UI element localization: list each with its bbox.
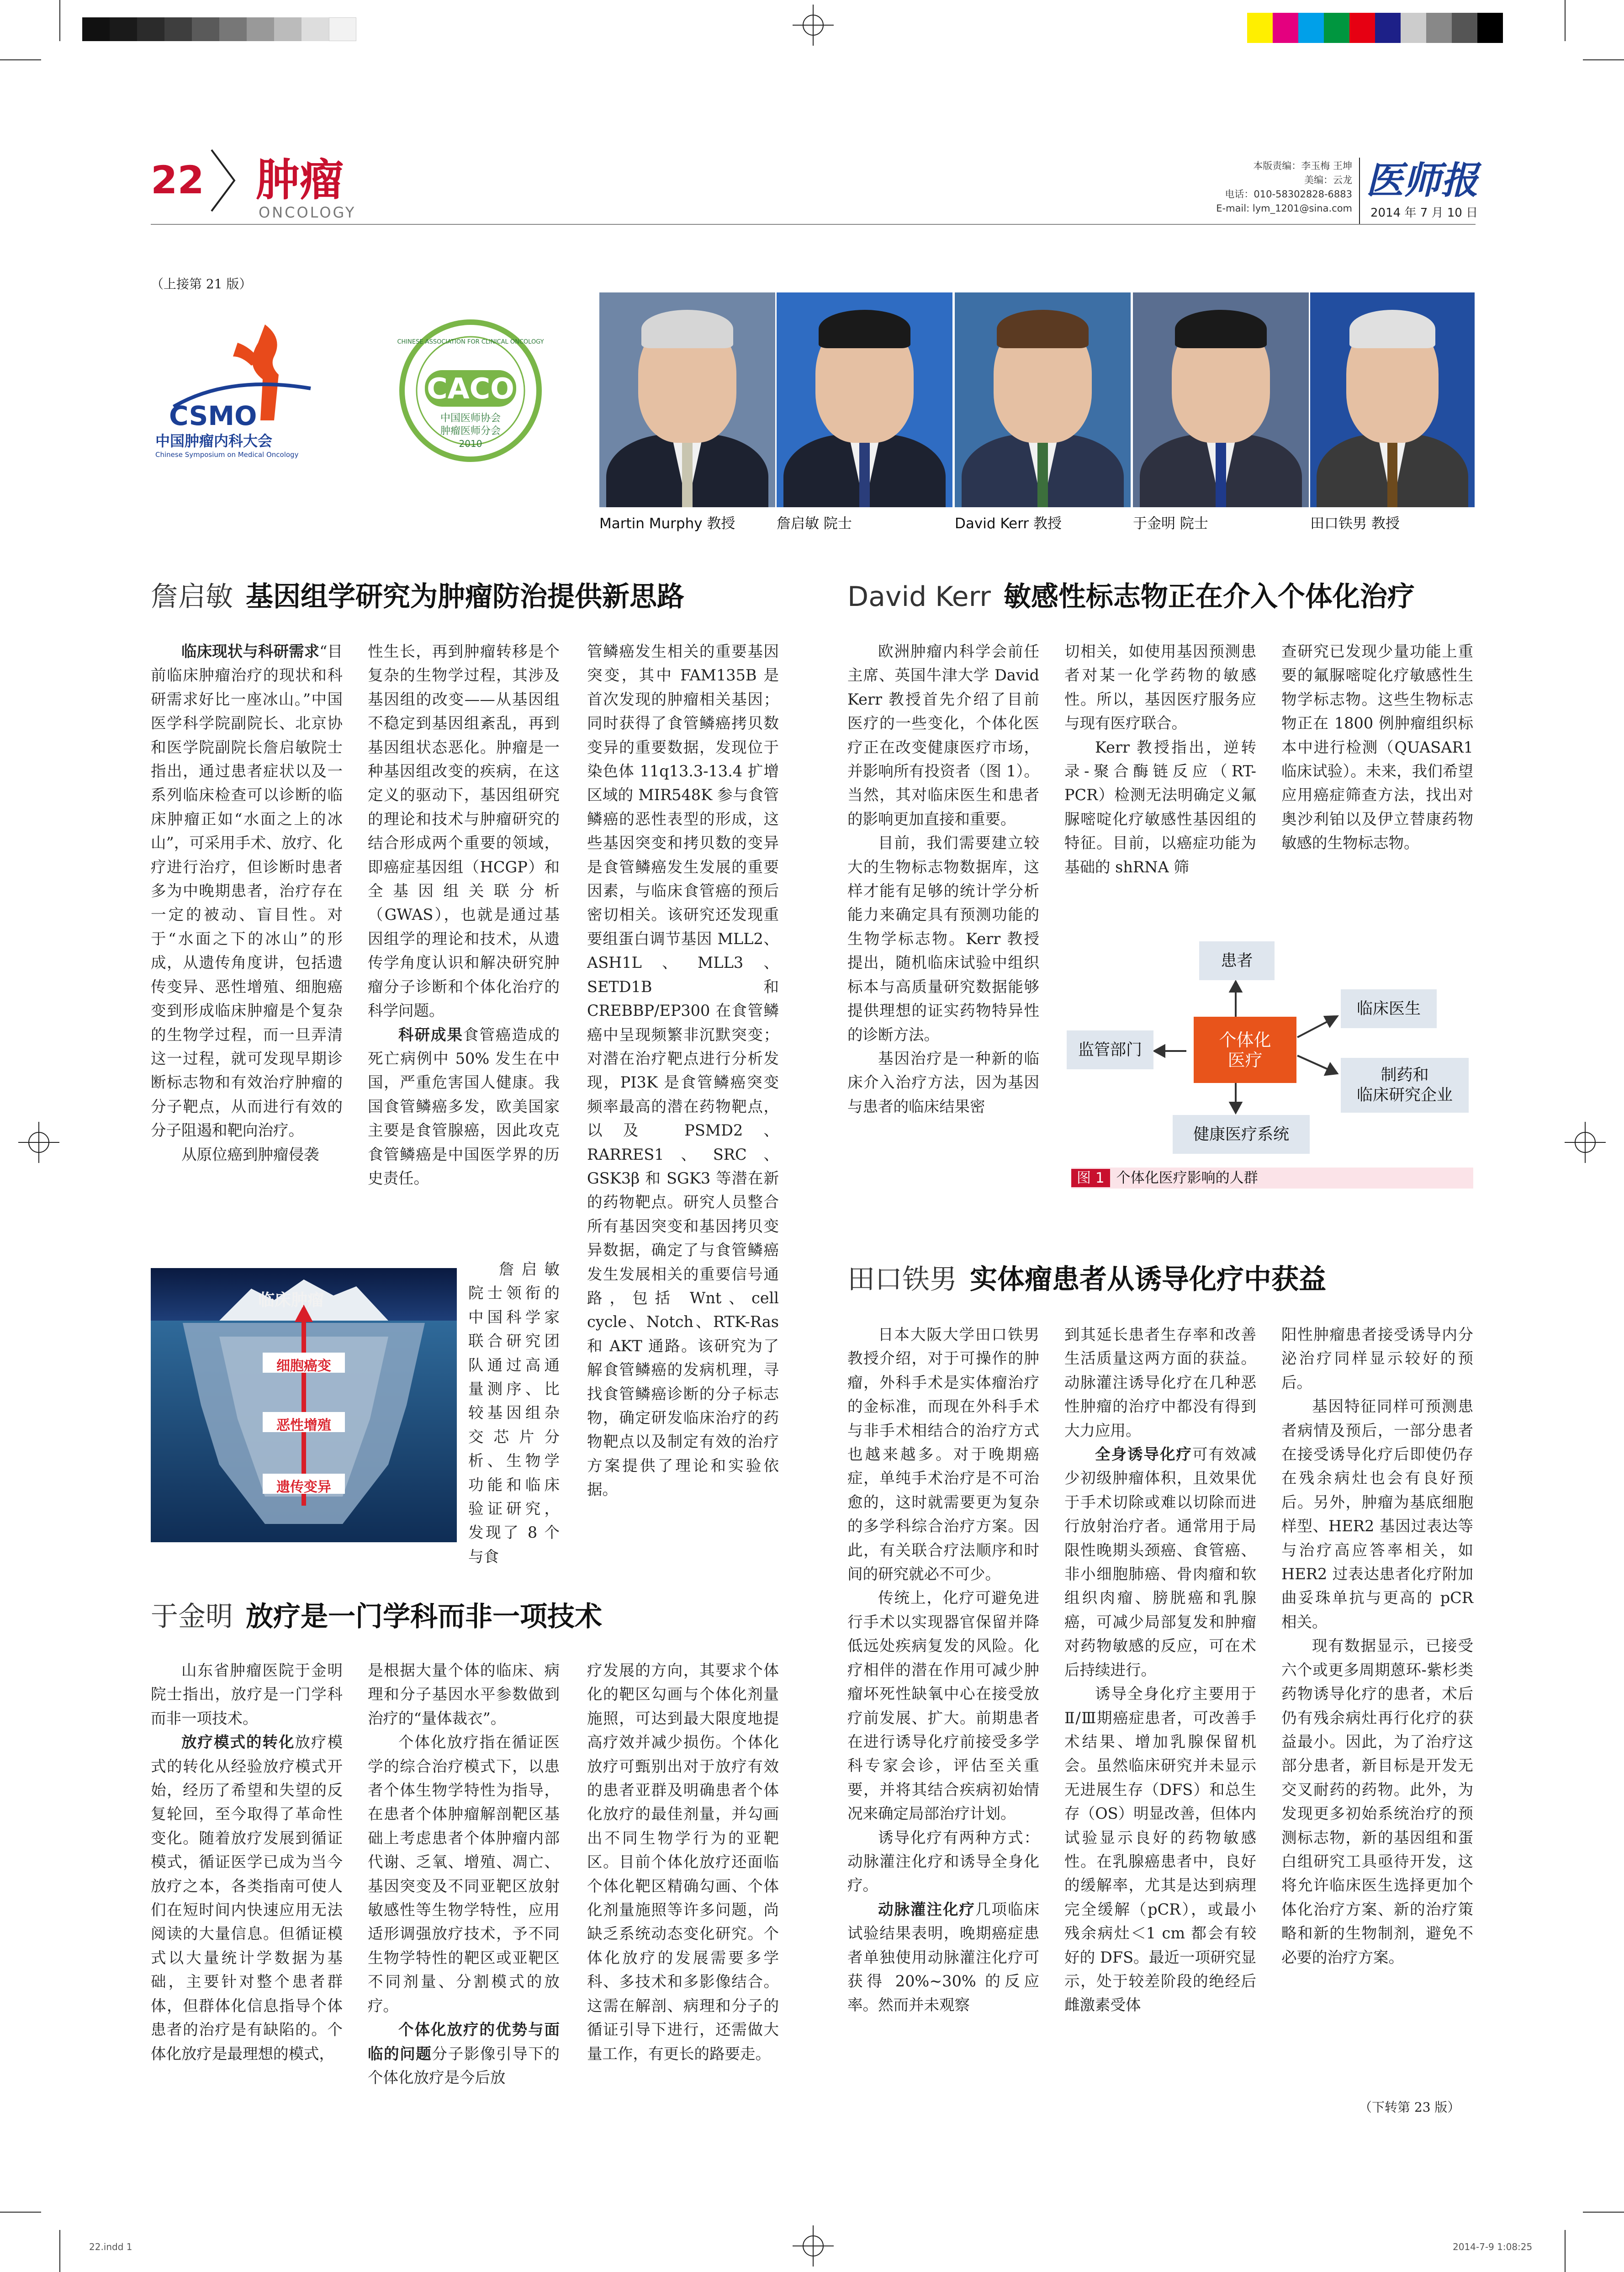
article1-col2-para1: 性生长，再到肿瘤转移是个复杂的生物学过程，其涉及基因组的改变——从基因组不稳定到基因组紊乱，再到基因组状态恶化。肿瘤是一种基因组改变的疾病，在这定义的驱动下，基因组研究的理论和技术与肿瘤研究的结合形成两个重要的领域，即癌症基因组（HCGP）和全基因组关联分析（GWAS），也就是通过基因组学的理论和技术，从遗传学角度认识和解决研究肿瘤分子诊断和个体化治疗的科学问题。 bbox=[368, 642, 560, 1020]
chevron-divider-icon bbox=[208, 146, 240, 215]
article4-headline bbox=[151, 1595, 602, 1634]
masthead-divider bbox=[1359, 158, 1360, 224]
iceberg-level-1: 细胞癌变 bbox=[276, 1358, 331, 1374]
article3-headline bbox=[847, 1258, 1326, 1297]
editor-line: 本版责编：李玉梅 王坤 bbox=[1253, 160, 1352, 171]
article2-col1-para3: 基因治疗是一种新的临床介入治疗方法，因为基因与患者的临床结果密 bbox=[847, 1049, 1039, 1115]
article1-col2b bbox=[468, 1258, 560, 1569]
portrait-caption-4: 于金明 院士 bbox=[1133, 515, 1208, 532]
article1-col2 bbox=[368, 640, 560, 1190]
iceberg-top-label: 临床肿瘤 bbox=[258, 1291, 324, 1310]
article2-title: 敏感性标志物正在介入个体化治疗 bbox=[1003, 581, 1415, 613]
article3-col3 bbox=[1281, 1323, 1473, 1969]
article4-col1-para1: 山东省肿瘤医院于金明院士指出，放疗是一门学科而非一项技术。 bbox=[151, 1662, 343, 1727]
article1-col1-para1: 临床现状与科研需求“目前临床肿瘤治疗的现状和科研需求好比一座冰山。”中国医学科学院副院长、北京协和医学院副院长詹启敏院士指出，通过患者症状以及一系列临床检查可以诊断的临床肿瘤正如“水面之上的冰山”，可采用手术、放疗、化疗进行治疗，但诊断时患者多为中晚期患者，治疗存在一定的被动、盲目性。对于“水面之下的冰山”的形成，从遗传角度讲，包括遗传变异、恶性增殖、细胞癌变到形成临床肿瘤是个复杂的生物学过程，而一旦弄清这一过程，就可发现早期诊断标志物和有效治疗肿瘤的分子靶点，从而进行有效的分子阻遏和靶向治疗。 bbox=[151, 642, 343, 1140]
article4-col2-para2: 个体化放疗指在循证医学的综合治疗模式下，以患者个体生物学特性为指导，在患者个体肿瘤解剖靶区基础上考虑患者个体肿瘤内部代谢、乏氧、增殖、凋亡、基因突变及不同亚靶区放射敏感性等生物学特性，应用适形调强放疗技术，予不同生物学特性的靶区或亚靶区不同剂量、分割模式的放疗。 bbox=[368, 1733, 560, 2015]
registration-mark-top bbox=[793, 5, 834, 46]
article2-col1-para1: 欧洲肿瘤内科学会前任主席、英国牛津大学 David Kerr 教授首先介绍了目前医疗的一些变化，个体化医疗正在改变健康医疗市场，并影响所有投资者（图 1）。当然，其对临床医生和患者的影响更加直接和重要。 bbox=[847, 642, 1039, 828]
article3-col3-para3: 现有数据显示，已接受六个或更多周期蒽环-紫杉类药物诱导化疗的患者，术后仍有残余病灶再行化疗的获益最小。因此，为了治疗这部分患者，新目标是开发无交叉耐药的药物。此外，为发现更多初始系统治疗的预测标志物，新的基因组和蛋白组研究工具亟待开发，这将允许临床医生选择更加个体化治疗方案、新的治疗策略和新的生物制剂，避免不必要的治疗方案。 bbox=[1281, 1637, 1473, 1966]
csmo-cn: 中国肿瘤内科大会 bbox=[155, 432, 273, 450]
portrait-caption-1: Martin Murphy 教授 bbox=[599, 515, 735, 532]
article3-col1 bbox=[847, 1323, 1039, 2017]
diagram-node-patient: 患者 bbox=[1199, 941, 1275, 980]
caco-year: 2010 bbox=[459, 438, 482, 449]
csmo-flame-icon bbox=[155, 315, 338, 430]
registration-mark-left bbox=[18, 1122, 59, 1163]
article4-col3 bbox=[587, 1659, 779, 2066]
article3-col3-para1: 阳性肿瘤患者接受诱导内分泌治疗同样显示较好的预后。 bbox=[1281, 1326, 1473, 1391]
diagram-node-health-system: 健康医疗系统 bbox=[1173, 1115, 1310, 1154]
article3-author: 田口铁男 bbox=[847, 1263, 957, 1295]
figure-caption-text: 个体化医疗影响的人群 bbox=[1116, 1170, 1258, 1186]
article4-col1 bbox=[151, 1659, 343, 2066]
portrait-zhan-qimin bbox=[777, 292, 952, 507]
csmo-wordmark: CSMO bbox=[169, 400, 257, 430]
issue-date: 2014 年 7 月 10 日 bbox=[1370, 206, 1478, 220]
portrait-martin-murphy bbox=[599, 292, 775, 507]
registration-mark-bottom bbox=[793, 2225, 834, 2267]
caco-logo bbox=[397, 315, 544, 466]
article2-col3-para: 查研究已发现少量功能上重要的氟脲嘧啶化疗敏感性生物学标志物。这些生物标志物正在 1800 例肿瘤组织标本中进行检测（QUASAR1 临床试验）。未来，我们希望应用癌症筛查方法，找出对奥沙利铂以及伊立替康药物敏感的生物标志物。 bbox=[1281, 642, 1473, 852]
diagram-center-node: 个体化 医疗 bbox=[1194, 1017, 1296, 1083]
portrait-yu-jinming bbox=[1133, 292, 1309, 507]
article4-col2-para1: 是根据大量个体的临床、病理和分子基因水平参数做到治疗的“量体裁衣”。 bbox=[368, 1662, 560, 1727]
article4-col2-para3: 个体化放疗的优势与面临的问题分子影像引导下的个体化放疗是今后放 bbox=[368, 2021, 560, 2086]
art-editor-line: 美编：云龙 bbox=[1304, 175, 1352, 186]
phone-line: 电话：010-58302828-6883 bbox=[1225, 189, 1352, 200]
portrait-david-kerr bbox=[955, 292, 1131, 507]
article2-col3 bbox=[1281, 640, 1473, 855]
article3-col2-para2: 全身诱导化疗可有效减少初级肿瘤体积，且效果优于手术切除或难以切除而进行放射治疗者。通常用于局限性晚期头颈癌、食管癌、非小细胞肺癌、骨肉瘤和软组织肉瘤、膀胱癌和乳腺癌，可减少局部复发和肿瘤对药物敏感的反应，可在术后持续进行。 bbox=[1064, 1445, 1256, 1679]
diagram-node-pharma: 制药和 临床研究企业 bbox=[1341, 1058, 1469, 1113]
article3-col1-para2: 传统上，化疗可避免进行手术以实现器官保留并降低远处疾病复发的风险。化疗相伴的潜在作用可减少肿瘤坏死性缺氧中心在接受放疗前发展、扩大。前期患者在进行诱导化疗前接受多学科专家会诊，评估至关重要，并将其结合疾病初始情况来确定局部治疗计划。 bbox=[847, 1589, 1039, 1823]
article2-author: David Kerr bbox=[847, 581, 991, 613]
article1-col2-para2: 科研成果食管癌造成的死亡病例中 50% 发生在中国，严重危害国人健康。我国食管鳞癌多发，欧美国家主要是食管腺癌，因此攻克食管鳞癌是中国医学界的历史责任。 bbox=[368, 1025, 560, 1187]
personalized-medicine-diagram bbox=[1067, 932, 1473, 1174]
article2-col2 bbox=[1064, 640, 1256, 879]
article1-author: 詹启敏 bbox=[151, 581, 233, 613]
portrait-caption-5: 田口铁男 教授 bbox=[1310, 515, 1400, 532]
article2-col1 bbox=[847, 640, 1039, 1119]
caco-cn-2: 肿瘤医师分会 bbox=[440, 425, 501, 437]
article4-col1-para2: 放疗模式的转化放疗模式的转化从经验放疗模式开始，经历了希望和失望的反复轮回，至今取得了革命性变化。随着放疗发展到循证模式，循证医学已成为当今放疗之本，各类指南可使人们在短时间内快速应用无法阅读的大量信息。但循证模式以大量统计学数据为基础，主要针对整个患者群体，但群体化信息指导个体患者的治疗是有缺陷的。个体化放疗是最理想的模式， bbox=[151, 1733, 343, 2063]
article1-col3 bbox=[587, 640, 779, 1502]
caco-cn-1: 中国医师协会 bbox=[440, 413, 501, 424]
diagram-node-regulator: 监管部门 bbox=[1067, 1030, 1153, 1069]
article4-col2 bbox=[368, 1659, 560, 2090]
caco-wordmark: CACO bbox=[427, 372, 514, 405]
article1-headline bbox=[151, 575, 684, 614]
article3-col2-para1: 到其延长患者生存率和改善生活质量这两方面的获益。动脉灌注诱导化疗在几种恶性肿瘤的治疗中都没有得到大力应用。 bbox=[1064, 1326, 1256, 1439]
article2-col1-para2: 目前，我们需要建立较大的生物标志物数据库，这样才能有足够的统计学分析能力来确定具有预测功能的生物学标志物。Kerr 教授提出，随机临床试验中组织标本与高质量研究数据能够提供理想的证实药物特异性的诊断方法。 bbox=[847, 834, 1039, 1044]
article4-title: 放疗是一门学科而非一项技术 bbox=[246, 1601, 602, 1633]
masthead-logo: 医师报 bbox=[1366, 159, 1478, 202]
article4-col3-para: 疗发展的方向，其要求个体化的靶区勾画与个体化剂量施照，可达到最大限度地提高疗效并减少损伤。个体化放疗可甄别出对于放疗有效的患者亚群及明确患者个体化放疗的最佳剂量，并勾画出不同生物学行为的亚靶区。目前个体化放疗还面临个体化靶区精确勾画、个体化剂量施照等许多问题，尚缺乏系统动态变化研究。个体化放疗的发展需要多学科、多技术和多影像结合。这需在解剖、病理和分子的循证引导下进行，还需做大量工作，有更长的路要走。 bbox=[587, 1662, 779, 2063]
section-title: 肿瘤 bbox=[256, 154, 344, 206]
article3-col2-para3: 诱导全身化疗主要用于Ⅱ/Ⅲ期癌症患者，可改善手术结果、增加乳腺保留机会。虽然临床研究并未显示无进展生存（DFS）和总生存（OS）明显改善，但体内试验显示良好的药物敏感性。在乳腺癌患者中，良好的缓解率，尤其是达到病理完全缓解（pCR），或最小残余病灶＜1 cm 都会有较好的 DFS。最近一项研究显示，处于较差阶段的绝经后雌激素受体 bbox=[1064, 1685, 1256, 2014]
iceberg-level-3: 遗传变异 bbox=[276, 1479, 331, 1495]
figure-caption bbox=[1071, 1168, 1473, 1189]
article2-col2-para1: 切相关，如使用基因预测患者对某一化学药物的敏感性。所以，基因医疗服务应与现有医疗联合。 bbox=[1064, 642, 1256, 733]
article1-col3-para: 管鳞癌发生相关的重要基因突变，其中 FAM135B 是首次发现的肿瘤相关基因；同时获得了食管鳞癌拷贝数变异的重要数据，发现位于染色体 11q13.3-13.4 扩增区域的 MIR548K 参与食管鳞癌的恶性表型的形成，这些基因突变和拷贝数的变异是食管鳞癌发生发展的重要因素，与临床食管癌的预后密切相关。该研究还发现重要组蛋白调节基因 MLL2、ASH1L、MLL3、SETD1B 和 CREBBP/EP300 在食管鳞癌中呈现频繁非沉默突变；对潜在治疗靶点进行分析发现，PI3K 是食管鳞癌突变频率最高的潜在药物靶点，以及 PSMD2、RARRES1、SRC、GSK3β 和 SGK3 等潜在新的药物靶点。研究人员整合所有基因突变和基因拷贝变异数据，确定了与食管鳞癌发生发展相关的重要信号通路，包括 Wnt、cell cycle、Notch、RTK-Ras 和 AKT 通路。该研究为了解食管鳞癌的发病机理，寻找食管鳞癌诊断的分子标志物，确定研发临床治疗的药物靶点以及制定有效的治疗方案提供了理论和实验依据。 bbox=[587, 642, 779, 1499]
portrait-taguchi-tetsuo bbox=[1310, 292, 1475, 507]
iceberg-level-2: 恶性增殖 bbox=[276, 1417, 331, 1433]
article3-col2 bbox=[1064, 1323, 1256, 2017]
article3-col1-para1: 日本大阪大学田口铁男教授介绍，对于可操作的肿瘤，外科手术是实体瘤治疗的金标准，而现在外科手术与非手术相结合的治疗方式也越来越多。对于晚期癌症，单纯手术治疗是不可治愈的，这时就需要更为复杂的多学科综合治疗方案。因此，有关联合疗法顺序和时间的研究就必不可少。 bbox=[847, 1326, 1039, 1583]
article4-author: 于金明 bbox=[151, 1601, 233, 1633]
article1-col1-para2: 从原位癌到肿瘤侵袭 bbox=[181, 1145, 319, 1163]
article3-col1-para4: 动脉灌注化疗几项临床试验结果表明，晚期癌症患者单独使用动脉灌注化疗可获得 20%~30% 的反应率。然而并未观察 bbox=[847, 1900, 1039, 2014]
caco-ring-text: CHINESE ASSOCIATION FOR CLINICAL ONCOLOGY bbox=[397, 339, 544, 345]
article2-headline bbox=[847, 575, 1415, 614]
article1-title: 基因组学研究为肿瘤防治提供新思路 bbox=[246, 581, 684, 613]
article3-title: 实体瘤患者从诱导化疗中获益 bbox=[970, 1263, 1326, 1295]
continued-to-note: （下转第 23 版） bbox=[1359, 2100, 1460, 2115]
footer-timestamp: 2014-7-9 1:08:25 bbox=[1453, 2241, 1533, 2252]
page-number: 22 bbox=[151, 158, 204, 202]
portrait-caption-3: David Kerr 教授 bbox=[955, 515, 1062, 532]
article1-col1 bbox=[151, 640, 343, 1167]
article3-col3-para2: 基因特征同样可预测患者病情及预后，一部分患者在接受诱导化疗后即使仍存在残余病灶也会有良好预后。另外，肿瘤为基底细胞样型、HER2 基因过表达等与治疗高应答率相关，如 HER2 过表达患者化疗附加曲妥珠单抗与更高的 pCR 相关。 bbox=[1281, 1397, 1473, 1631]
csmo-en: Chinese Symposium on Medical Oncology bbox=[155, 451, 299, 459]
section-title-en: ONCOLOGY bbox=[259, 204, 356, 221]
continued-from-note: （上接第 21 版） bbox=[151, 276, 252, 292]
figure-tag: 图 1 bbox=[1071, 1169, 1110, 1187]
registration-mark-right bbox=[1565, 1122, 1606, 1163]
footer-file: 22.indd 1 bbox=[89, 2241, 132, 2252]
header-rule bbox=[151, 224, 1476, 225]
article2-col2-para2: Kerr 教授指出，逆转录-聚合酶链反应（RT-PCR）检测无法明确定义氟脲嘧啶化疗敏感性基因组的特征。目前，以癌症功能为基础的 shRNA 筛 bbox=[1064, 738, 1256, 876]
portrait-caption-2: 詹启敏 院士 bbox=[777, 515, 852, 532]
article1-col2b-para: 詹启敏院士领衔的中国科学家联合研究团队通过高通量测序、比较基因组杂交芯片分析、生物学功能和临床验证研究，发现了 8 个与食 bbox=[468, 1260, 560, 1566]
csmo-logo bbox=[155, 315, 338, 466]
email-line: E-mail: lym_1201@sina.com bbox=[1216, 203, 1352, 214]
editor-info bbox=[1151, 159, 1352, 216]
iceberg-figure bbox=[151, 1268, 457, 1542]
article3-col1-para3: 诱导化疗有两种方式：动脉灌注化疗和诱导全身化疗。 bbox=[847, 1828, 1039, 1895]
diagram-node-clinician: 临床医生 bbox=[1341, 989, 1437, 1028]
